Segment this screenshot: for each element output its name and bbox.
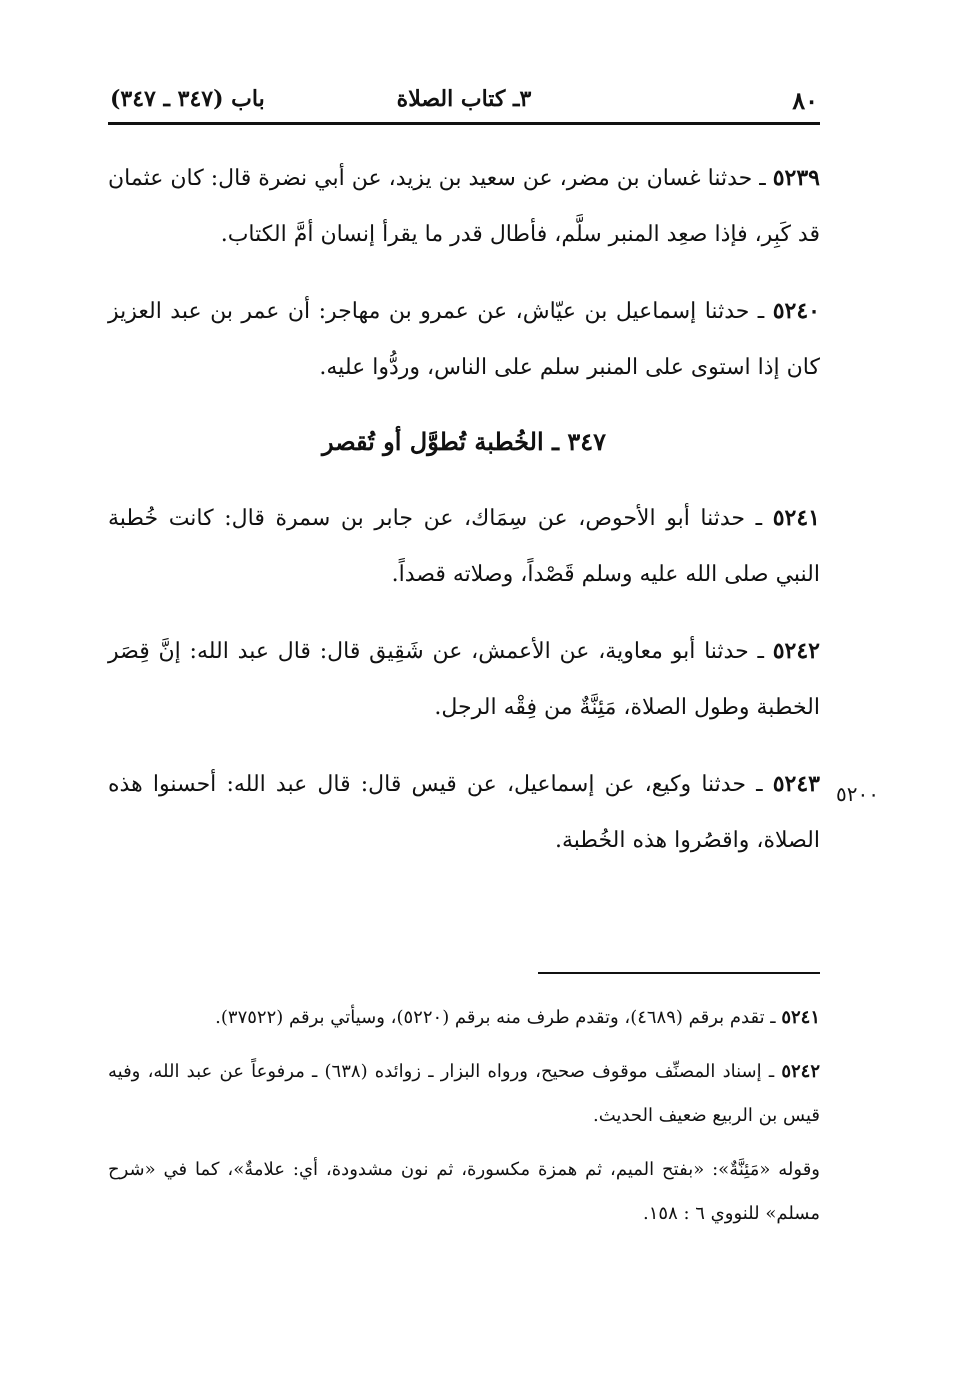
hadith-text: ـ حدثنا أبو معاوية، عن الأعمش، عن شَقِيق قال: قال عبد الله: إنَّ قِصَر الخطبة وطول الصلاة، مَئِنَّةٌ من فِقْه الرجل. <box>108 639 820 720</box>
footnote-5241 <box>108 996 820 1040</box>
footnote-text: وقوله «مَئِنَّةٌ»: «بفتح الميم، ثم همزة مكسورة، ثم نون مشدودة، أي: علامةٌ»، كما في «شرح مسلم» للنووي ٦ : ١٥٨. <box>108 1159 820 1224</box>
hadith-5240 <box>108 283 820 396</box>
hadith-text: ـ حدثنا غسان بن مضر، عن سعيد بن يزيد، عن أبي نضرة قال: كان عثمان قد كَبِر، فإذا صعِد المنبر سلَّم، فأطال قدر ما يقرأ إنسان أمَّ الكتاب. <box>108 166 820 247</box>
footnote-note <box>108 1148 820 1236</box>
hadith-5243 <box>108 756 820 869</box>
hadith-number: ٥٢٤١ <box>772 505 820 531</box>
hadith-text: ـ حدثنا إسماعيل بن عيّاش، عن عمرو بن مهاجر: أن عمر بن عبد العزيز كان إذا استوى على المنبر سلم على الناس، وردُّوا عليه. <box>108 299 820 380</box>
footnote-text: ـ تقدم برقم (٤٦٨٩)، وتقدم طرف منه برقم (٥٢٢٠)، وسيأتي برقم (٣٧٥٢٢). <box>215 1007 776 1028</box>
margin-reference-number: ٥٢٠٠ <box>836 782 879 806</box>
footnote-number: ٥٢٤٢ <box>781 1061 820 1082</box>
header-rule <box>108 122 820 125</box>
hadith-number: ٥٢٣٩ <box>772 165 820 191</box>
hadith-number: ٥٢٤٠ <box>772 298 820 324</box>
hadith-number: ٥٢٤٢ <box>772 638 820 664</box>
hadith-5239 <box>108 150 820 263</box>
page-number: ٨٠ <box>792 86 818 115</box>
footnote-text: ـ إسناد المصنِّف موقوف صحيح، ورواه البزار ـ زوائده (٦٣٨) ـ مرفوعاً عن عبد الله، وفيه قيس بن الربيع ضعيف الحديث. <box>108 1061 820 1126</box>
hadith-text: ـ حدثنا أبو الأحوص، عن سِمَاك، عن جابر بن سمرة قال: كانت خُطبة النبي صلى الله عليه وسلم قَصْداً، وصلاته قصداً. <box>108 506 820 587</box>
section-heading: ٣٤٧ ـ الخُطبة تُطوَّل أو تُقصر <box>321 427 607 456</box>
chapter-range: باب (٣٤٧ ـ ٣٤٧) <box>110 86 265 112</box>
hadith-number: ٥٢٤٣ <box>772 771 820 797</box>
hadith-5242 <box>108 623 820 736</box>
footnote-5242 <box>108 1050 820 1138</box>
running-header <box>108 78 820 118</box>
footnote-number: ٥٢٤١ <box>781 1007 820 1028</box>
footnote-rule <box>538 972 820 974</box>
hadith-5241 <box>108 490 820 603</box>
footnotes <box>108 996 820 1246</box>
hadith-text: ـ حدثنا وكيع، عن إسماعيل، عن قيس قال: قال عبد الله: أحسنوا هذه الصلاة، واقصُروا هذه الخُطبة. <box>108 772 820 853</box>
main-text <box>108 150 820 889</box>
book-title: ٣ـ كتاب الصلاة <box>396 86 532 112</box>
